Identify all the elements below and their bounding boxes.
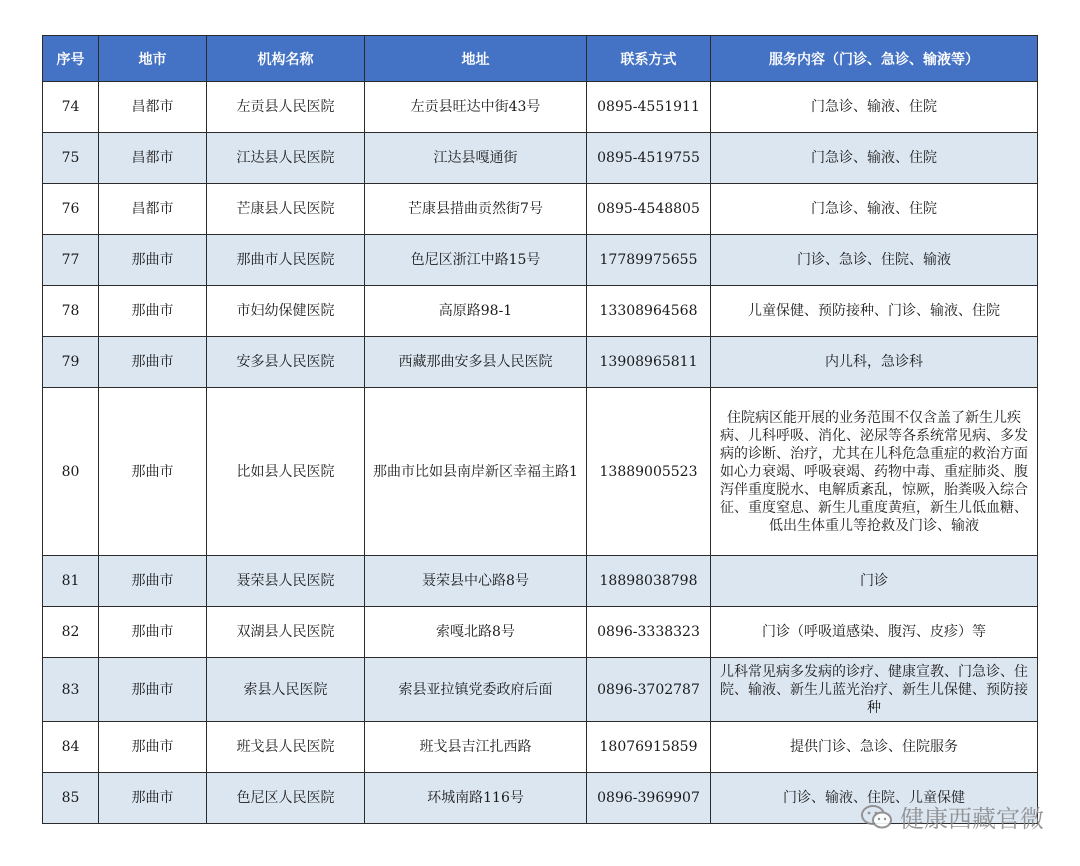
header-address: 地址	[365, 36, 587, 82]
table-row	[43, 556, 1038, 607]
cell-no: 75	[43, 133, 99, 184]
table-row	[43, 286, 1038, 337]
cell-service: 门诊、急诊、住院、输液	[711, 235, 1038, 286]
wechat-icon	[860, 804, 894, 830]
cell-address: 环城南路116号	[365, 773, 587, 824]
cell-address: 高原路98-1	[365, 286, 587, 337]
cell-service: 内儿科，急诊科	[711, 337, 1038, 388]
header-no: 序号	[43, 36, 99, 82]
cell-address: 索嘎北路8号	[365, 607, 587, 658]
hospital-table	[42, 35, 1038, 824]
cell-name: 安多县人民医院	[207, 337, 365, 388]
cell-service: 门急诊、输液、住院	[711, 133, 1038, 184]
cell-address: 芒康县措曲贡然街7号	[365, 184, 587, 235]
cell-name: 市妇幼保健医院	[207, 286, 365, 337]
cell-name: 比如县人民医院	[207, 388, 365, 556]
cell-city: 那曲市	[99, 607, 207, 658]
cell-no: 83	[43, 658, 99, 722]
table-row	[43, 82, 1038, 133]
cell-name: 索县人民医院	[207, 658, 365, 722]
table-row	[43, 337, 1038, 388]
cell-service: 门诊、输液、住院、儿童保健	[711, 773, 1038, 824]
cell-phone: 13889005523	[587, 388, 711, 556]
cell-service: 门急诊、输液、住院	[711, 82, 1038, 133]
cell-service: 提供门诊、急诊、住院服务	[711, 722, 1038, 773]
cell-phone: 18076915859	[587, 722, 711, 773]
cell-address: 班戈县吉江扎西路	[365, 722, 587, 773]
header-name: 机构名称	[207, 36, 365, 82]
cell-name: 芒康县人民医院	[207, 184, 365, 235]
cell-no: 82	[43, 607, 99, 658]
cell-address: 那曲市比如县南岸新区幸福主路1	[365, 388, 587, 556]
cell-city: 那曲市	[99, 388, 207, 556]
cell-address: 江达县嘎通街	[365, 133, 587, 184]
cell-phone: 0895-4519755	[587, 133, 711, 184]
cell-no: 84	[43, 722, 99, 773]
watermark-text: 健康西藏官微	[900, 805, 1044, 833]
table-header-row	[43, 36, 1038, 82]
header-phone: 联系方式	[587, 36, 711, 82]
cell-address: 索县亚拉镇党委政府后面	[365, 658, 587, 722]
cell-name: 聂荣县人民医院	[207, 556, 365, 607]
cell-city: 那曲市	[99, 722, 207, 773]
cell-no: 81	[43, 556, 99, 607]
cell-no: 76	[43, 184, 99, 235]
cell-phone: 0896-3702787	[587, 658, 711, 722]
cell-service: 门诊	[711, 556, 1038, 607]
header-service: 服务内容（门诊、急诊、输液等）	[711, 36, 1038, 82]
cell-phone: 0895-4548805	[587, 184, 711, 235]
cell-address: 左贡县旺达中街43号	[365, 82, 587, 133]
cell-no: 79	[43, 337, 99, 388]
cell-city: 昌都市	[99, 133, 207, 184]
cell-city: 那曲市	[99, 337, 207, 388]
cell-city: 昌都市	[99, 82, 207, 133]
cell-city: 那曲市	[99, 556, 207, 607]
cell-phone: 13308964568	[587, 286, 711, 337]
table-row	[43, 722, 1038, 773]
table-row	[43, 184, 1038, 235]
cell-name: 江达县人民医院	[207, 133, 365, 184]
cell-city: 那曲市	[99, 286, 207, 337]
cell-phone: 17789975655	[587, 235, 711, 286]
cell-city: 那曲市	[99, 658, 207, 722]
table-row	[43, 607, 1038, 658]
cell-address: 西藏那曲安多县人民医院	[365, 337, 587, 388]
cell-no: 80	[43, 388, 99, 556]
cell-address: 聂荣县中心路8号	[365, 556, 587, 607]
cell-address: 色尼区浙江中路15号	[365, 235, 587, 286]
cell-phone: 0896-3969907	[587, 773, 711, 824]
cell-phone: 0895-4551911	[587, 82, 711, 133]
cell-name: 左贡县人民医院	[207, 82, 365, 133]
cell-city: 那曲市	[99, 773, 207, 824]
cell-service: 住院病区能开展的业务范围不仅含盖了新生儿疾病、儿科呼吸、消化、泌尿等各系统常见病、多发病的诊断、治疗，尤其在儿科危急重症的救治方面如心力衰竭、呼吸衰竭、药物中毒、重症肺炎、腹泻伴重度脱水、电解质紊乱，惊厥，胎粪吸入综合征、重度窒息、新生儿重度黄疸，新生儿低血糖、低出生体重儿等抢救及门诊、输液	[711, 388, 1038, 556]
cell-service: 儿科常见病多发病的诊疗、健康宣教、门急诊、住院、输液、新生儿蓝光治疗、新生儿保健、预防接种	[711, 658, 1038, 722]
cell-city: 那曲市	[99, 235, 207, 286]
cell-name: 色尼区人民医院	[207, 773, 365, 824]
cell-phone: 0896-3338323	[587, 607, 711, 658]
cell-city: 昌都市	[99, 184, 207, 235]
cell-no: 74	[43, 82, 99, 133]
watermark	[860, 799, 1044, 834]
table-row	[43, 133, 1038, 184]
cell-name: 双湖县人民医院	[207, 607, 365, 658]
cell-no: 85	[43, 773, 99, 824]
table-row	[43, 388, 1038, 556]
cell-no: 78	[43, 286, 99, 337]
cell-service: 门诊（呼吸道感染、腹泻、皮疹）等	[711, 607, 1038, 658]
cell-name: 那曲市人民医院	[207, 235, 365, 286]
cell-no: 77	[43, 235, 99, 286]
header-city: 地市	[99, 36, 207, 82]
cell-service: 儿童保健、预防接种、门诊、输液、住院	[711, 286, 1038, 337]
cell-phone: 13908965811	[587, 337, 711, 388]
table-row	[43, 235, 1038, 286]
cell-phone: 18898038798	[587, 556, 711, 607]
cell-service: 门急诊、输液、住院	[711, 184, 1038, 235]
cell-name: 班戈县人民医院	[207, 722, 365, 773]
table-row	[43, 658, 1038, 722]
